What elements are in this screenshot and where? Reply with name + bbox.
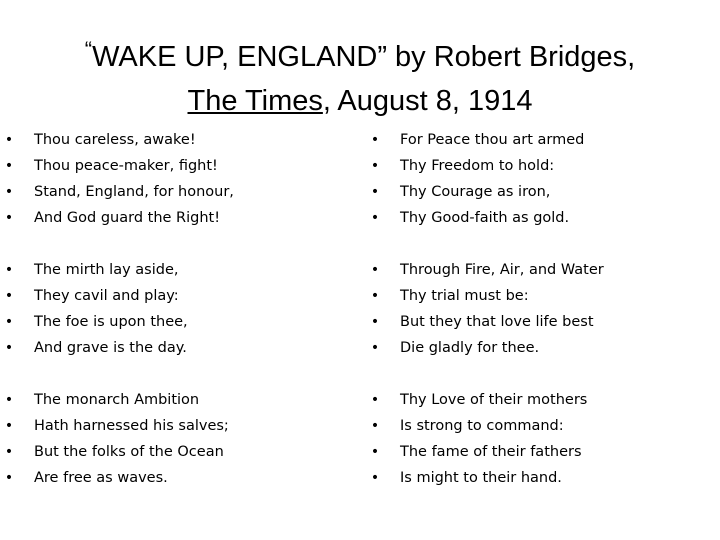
title-line-1: [0, 28, 720, 79]
line-text: The monarch Ambition: [34, 392, 200, 408]
line-text: The foe is upon thee,: [34, 314, 188, 330]
title-open-quote: “: [84, 37, 93, 62]
line-text: And grave is the day.: [34, 340, 187, 356]
line-text: Thy Love of their mothers: [400, 392, 588, 408]
bullet-icon: •: [4, 444, 14, 460]
bullet-icon: •: [370, 210, 380, 226]
bullet-icon: •: [4, 340, 14, 356]
bullet-icon: •: [4, 184, 14, 200]
title-poem-author: WAKE UP, ENGLAND” by Robert Bridges,: [92, 41, 636, 73]
bullet-icon: •: [370, 314, 380, 330]
bullet-icon: •: [370, 470, 380, 486]
bullet-icon: •: [370, 444, 380, 460]
bullet-icon: •: [370, 340, 380, 356]
line-text: Thy Courage as iron,: [400, 184, 551, 200]
line-text: Thy trial must be:: [400, 288, 529, 304]
bullet-icon: •: [4, 470, 14, 486]
line-text: Thy Good-faith as gold.: [400, 210, 570, 226]
title-line-2: [0, 79, 720, 123]
bullet-icon: •: [370, 288, 380, 304]
line-text: Through Fire, Air, and Water: [400, 262, 604, 278]
bullet-icon: •: [370, 262, 380, 278]
line-text: Is might to their hand.: [400, 470, 562, 486]
bullet-icon: •: [4, 288, 14, 304]
line-text: And God guard the Right!: [34, 210, 221, 226]
bullet-icon: •: [4, 392, 14, 408]
bullet-icon: •: [4, 210, 14, 226]
bullet-icon: •: [4, 132, 14, 148]
bullet-icon: •: [370, 184, 380, 200]
line-text: They cavil and play:: [34, 288, 179, 304]
bullet-icon: •: [370, 132, 380, 148]
line-text: Thou careless, awake!: [34, 132, 196, 148]
line-text: But the folks of the Ocean: [34, 444, 224, 460]
line-text: The mirth lay aside,: [34, 262, 179, 278]
bullet-icon: •: [4, 158, 14, 174]
title-date: , August 8, 1914: [322, 85, 533, 117]
line-text: Is strong to command:: [400, 418, 564, 434]
bullet-icon: •: [370, 158, 380, 174]
line-text: Thy Freedom to hold:: [400, 158, 555, 174]
line-text: For Peace thou art armed: [400, 132, 585, 148]
line-text: Thou peace-maker, fight!: [34, 158, 218, 174]
line-text: Are free as waves.: [34, 470, 168, 486]
bullet-icon: •: [4, 314, 14, 330]
bullet-icon: •: [370, 392, 380, 408]
bullet-icon: •: [4, 262, 14, 278]
line-text: Hath harnessed his salves;: [34, 418, 229, 434]
slide-title: [0, 28, 720, 123]
line-text: Stand, England, for honour,: [34, 184, 234, 200]
title-newspaper: The Times: [187, 85, 323, 117]
bullet-icon: •: [4, 418, 14, 434]
bullet-icon: •: [370, 418, 380, 434]
line-text: But they that love life best: [400, 314, 594, 330]
line-text: The fame of their fathers: [400, 444, 582, 460]
line-text: Die gladly for thee.: [400, 340, 540, 356]
